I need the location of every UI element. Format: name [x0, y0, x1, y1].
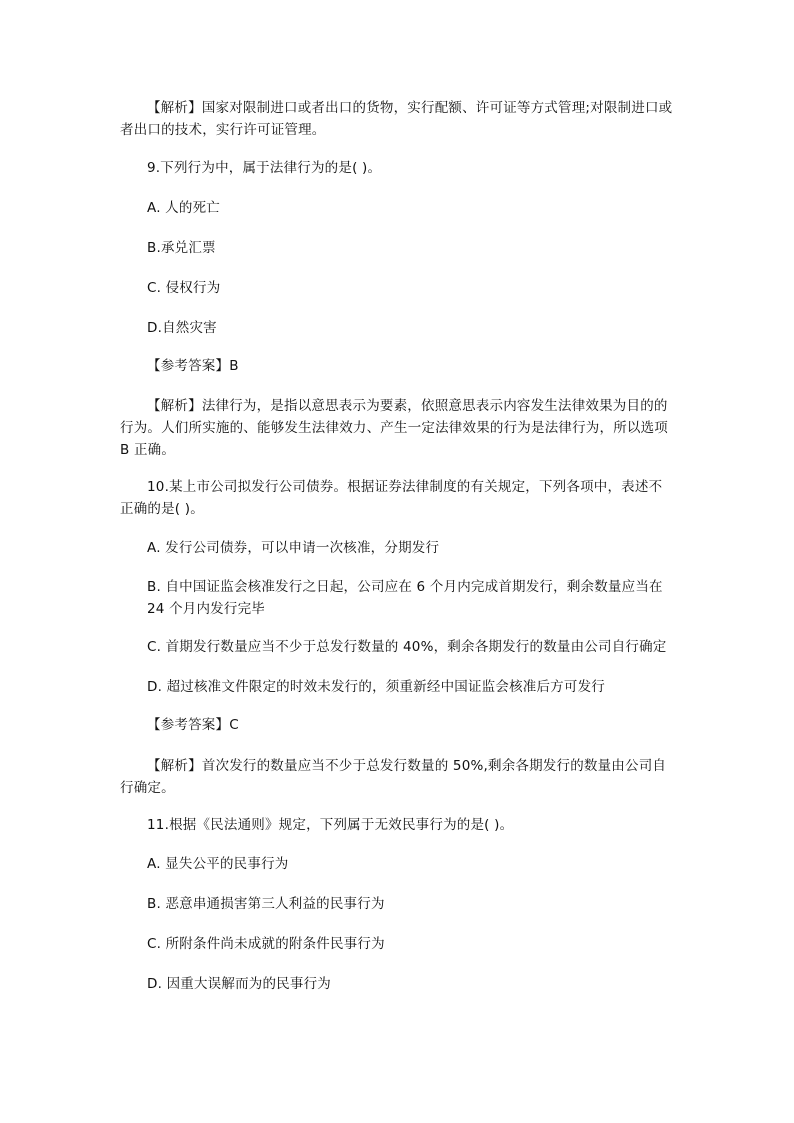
question-11: 11.根据《民法通则》规定，下列属于无效民事行为的是( )。 — [147, 817, 514, 833]
answer-10 — [120, 714, 675, 736]
question-9-option-c: C. 侵权行为 — [147, 280, 221, 296]
question-9-option-b: B.承兑汇票 — [147, 240, 216, 256]
explanation-text: 首次发行的数量应当不少于总发行数量的 50%,剩余各期发行的数量由公司自行确定。 — [120, 758, 667, 796]
question-11-option-c: C. 所附条件尚未成就的附条件民事行为 — [147, 936, 385, 952]
answer-tag: 【参考答案】 — [147, 717, 230, 733]
explanation-8 — [120, 97, 675, 141]
question-11-option-a: A. 显失公平的民事行为 — [147, 856, 289, 872]
question-11-option-d: D. 因重大误解而为的民事行为 — [147, 976, 331, 992]
question-10-option-c: C. 首期发行数量应当不少于总发行数量的 40%，剩余各期发行的数量由公司自行确定 — [147, 639, 667, 655]
answer-9 — [120, 355, 675, 377]
question-10-option-d: D. 超过核准文件限定的时效未发行的，须重新经中国证监会核准后方可发行 — [147, 679, 605, 695]
answer-tag: 【参考答案】 — [147, 358, 230, 374]
question-10-option-b: B. 自中国证监会核准发行之日起，公司应在 6 个月内完成首期发行，剩余数量应当在 24 个月内发行完毕 — [147, 579, 668, 617]
question-9: 9.下列行为中，属于法律行为的是( )。 — [147, 160, 382, 176]
question-10: 10.某上市公司拟发行公司债券。根据证券法律制度的有关规定，下列各项中，表述不正确的是( )。 — [120, 479, 663, 517]
answer-value: C — [229, 717, 239, 733]
explanation-tag: 【解析】 — [147, 100, 202, 116]
explanation-tag: 【解析】 — [147, 758, 202, 774]
question-9-option-d: D.自然灾害 — [147, 320, 217, 336]
explanation-10 — [120, 755, 675, 799]
explanation-text: 法律行为，是指以意思表示为要素，依照意思表示内容发生法律效果为目的的行为。人们所实施的、能够发生法律效力、产生一定法律效果的行为是法律行为，所以选项 B 正确。 — [120, 398, 673, 458]
question-11-option-b: B. 恶意串通损害第三人利益的民事行为 — [147, 896, 385, 912]
explanation-text: 国家对限制进口或者出口的货物，实行配额、许可证等方式管理;对限制进口或者出口的技术，实行许可证管理。 — [120, 100, 673, 138]
answer-value: B — [229, 358, 239, 374]
question-9-option-a: A. 人的死亡 — [147, 200, 220, 216]
explanation-tag: 【解析】 — [147, 398, 202, 414]
question-10-option-a: A. 发行公司债券，可以申请一次核准，分期发行 — [147, 540, 440, 556]
explanation-9 — [120, 395, 675, 461]
